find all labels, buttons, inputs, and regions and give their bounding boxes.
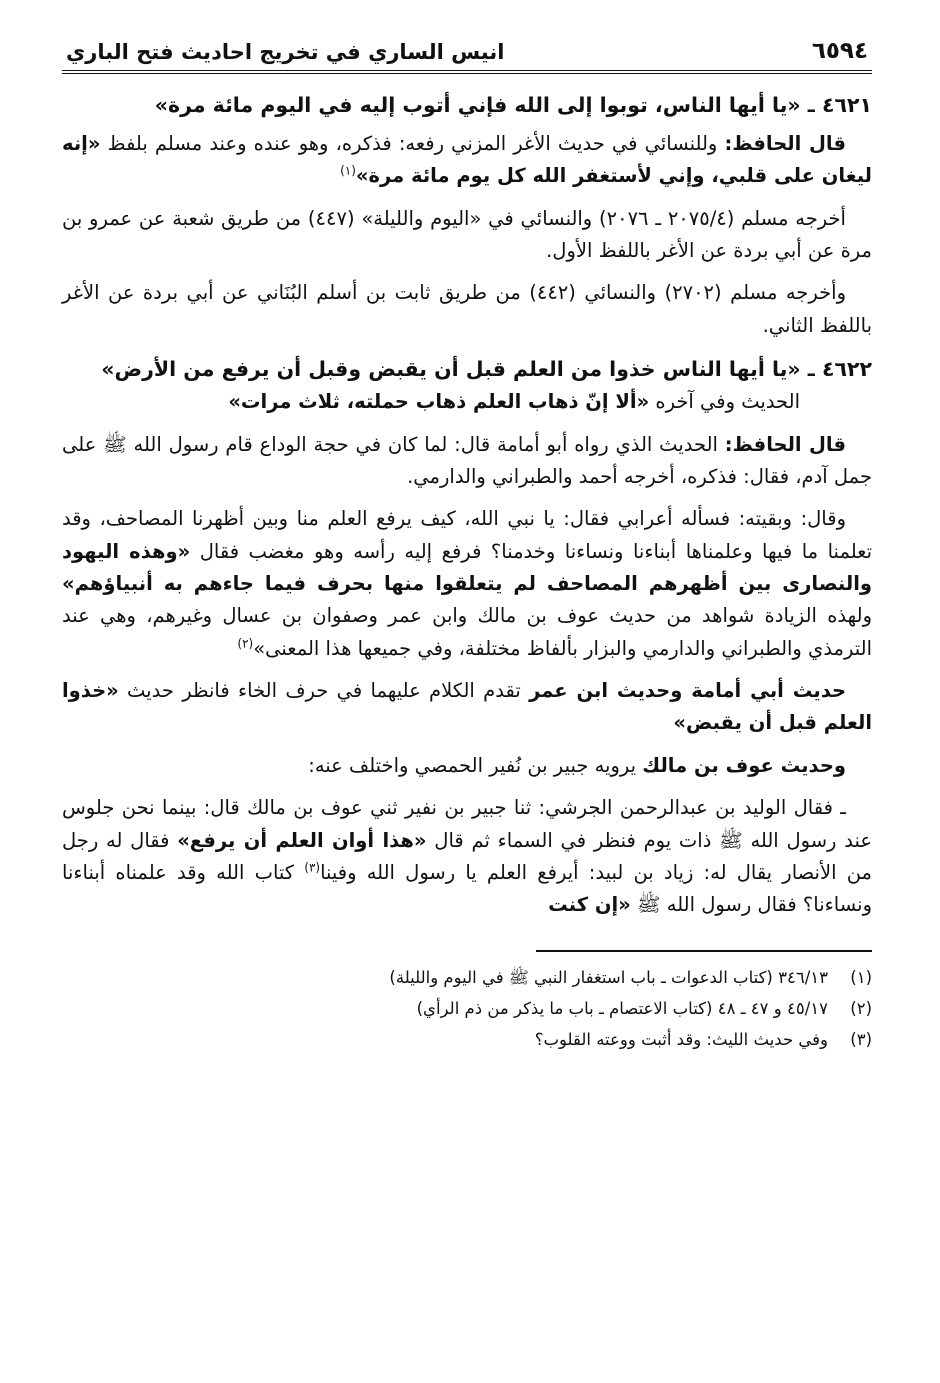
- bold-lead: حديث أبي أمامة وحديث ابن عمر: [529, 679, 847, 703]
- paragraph-text: وقال: وبقيته: فسأله أعرابي فقال: يا نبي الله، كيف يرفع العلم منا وبين أظهرنا المصاحف، وقد تعلمنا ما فيها وعلمناها أبناءنا ونساءنا وخدمنا؟ فرفع إليه رأسه وهو مغضب فقال: [62, 507, 873, 563]
- paragraph-text: الحديث الذي رواه أبو أمامة قال: لما كان في حجة الوداع قام رسول الله ﷺ على جمل آدم، فقال: فذكره، أخرجه أحمد والطبراني والدارمي.: [62, 432, 872, 488]
- hadith-4622-walid-paragraph: [62, 792, 872, 921]
- paragraph-text: ولهذه الزيادة شواهد من حديث عوف بن مالك وابن عمر وصفوان بن عسال وغيرهم، وهي عند الترمذي والطبراني والدارمي والبزار بألفاظ مختلفة، وفي جميعها هذا المعنى»: [62, 604, 872, 660]
- quoted-hadith: «هذا أوان العلم أن يرفع»: [177, 828, 427, 852]
- book-title: انيس الساري في تخريج احاديث فتح الباري: [66, 40, 505, 64]
- footnote-text: وفي حديث الليث: وقد أثبت ووعته القلوب؟: [534, 1030, 828, 1050]
- running-header: [62, 38, 872, 74]
- hadith-4622-remainder-paragraph: [62, 503, 872, 665]
- page-number: ٦٥٩٤: [811, 38, 868, 64]
- paragraph-text: كتاب الله وقد علمناه أبناءنا ونساءنا؟ فقال رسول الله ﷺ: [62, 860, 872, 917]
- hadith-4622-subtitle: [62, 386, 872, 418]
- footnote-text: ٤٥/١٧ و ٤٧ ـ ٤٨ (كتاب الاعتصام ـ باب ما يذكر من ذم الرأي): [416, 998, 828, 1018]
- hafiz-label: قال الحافظ:: [724, 132, 846, 156]
- hadith-4622-title: ٤٦٢٢ ـ «يا أيها الناس خذوا من العلم قبل أن يقبض وقبل أن يرفع من الأرض»: [101, 357, 872, 382]
- quoted-hadith: «وهذه اليهود والنصارى بين أظهرهم المصاحف لم يتعلقوا منها بحرف فيما جاءهم به أنبياؤهم»: [62, 539, 872, 595]
- hadith-4622-abu-umama-paragraph: [62, 675, 872, 740]
- footnote-ref-2[interactable]: (٢): [237, 636, 254, 651]
- footnotes: [62, 962, 872, 1056]
- page-body: [62, 88, 872, 1056]
- quoted-hadith: «إن كنت: [548, 893, 631, 917]
- footnote-divider: [536, 950, 872, 952]
- page: [62, 38, 872, 1383]
- hadith-4621-takhrij-1: أخرجه مسلم (٢٠٧٥/٤ ـ ٢٠٧٦) والنسائي في «اليوم والليلة» (٤٤٧) من طريق شعبة عن عمرو بن مرة عن أبي بردة عن الأغر باللفظ الأول.: [62, 206, 872, 263]
- subtitle-prefix: الحديث وفي آخره: [649, 390, 800, 414]
- subtitle-quote: «ألا إنّ ذهاب العلم ذهاب حملته، ثلاث مرات»: [228, 390, 650, 414]
- paragraph-text: يرويه جبير بن نُفير الحمصي واختلف عنه:: [308, 753, 643, 777]
- footnote-3: [62, 1024, 872, 1055]
- bold-lead: وحديث عوف بن مالك: [642, 753, 846, 777]
- hafiz-label: قال الحافظ:: [724, 432, 846, 456]
- hadith-4621-title: ٤٦٢١ ـ «يا أيها الناس، توبوا إلى الله فإني أتوب إليه في اليوم مائة مرة»: [154, 93, 872, 117]
- hadith-4622-hafiz-paragraph: [62, 429, 872, 494]
- hadith-4622-awf-paragraph: [62, 750, 872, 782]
- quoted-hadith: «إنه ليغان على قلبي، وإني لأستغفر الله كل يوم مائة مرة»: [62, 132, 872, 188]
- footnote-ref-3[interactable]: (٣): [304, 860, 321, 875]
- footnote-number: (٢): [850, 998, 872, 1018]
- footnote-number: (٣): [850, 1030, 872, 1050]
- paragraph-text: فقال له رجل من الأنصار يقال له: زياد بن لبيد: أيرفع العلم يا رسول الله وفينا: [62, 828, 872, 884]
- quoted-hadith: «خذوا العلم قبل أن يقبض»: [62, 679, 872, 735]
- paragraph-text: ـ فقال الوليد بن عبدالرحمن الجرشي: ثنا جبير بن نفير ثني عوف بن مالك قال: بينما نحن جلوس عند رسول الله ﷺ ذات يوم فنظر في السماء ثم قال: [62, 796, 872, 852]
- paragraph-text: تقدم الكلام عليهما في حرف الخاء فانظر حديث: [118, 679, 530, 703]
- footnote-2: [62, 993, 872, 1024]
- footnote-1: [62, 962, 872, 993]
- hadith-4621-hafiz-paragraph: [62, 128, 872, 193]
- hadith-4621-takhrij-2: وأخرجه مسلم (٢٧٠٢) والنسائي (٤٤٢) من طريق ثابت بن أسلم البُنَاني عن أبي بردة عن الأغر باللفظ الثاني.: [62, 281, 872, 337]
- paragraph-text: وللنسائي في حديث الأغر المزني رفعه: فذكره، وهو عنده وعند مسلم بلفظ: [100, 132, 725, 156]
- footnote-text: ٣٤٦/١٣ (كتاب الدعوات ـ باب استغفار النبي ﷺ في اليوم والليلة): [389, 967, 828, 987]
- footnote-ref-1[interactable]: (١): [340, 163, 356, 178]
- footnote-number: (١): [850, 967, 872, 987]
